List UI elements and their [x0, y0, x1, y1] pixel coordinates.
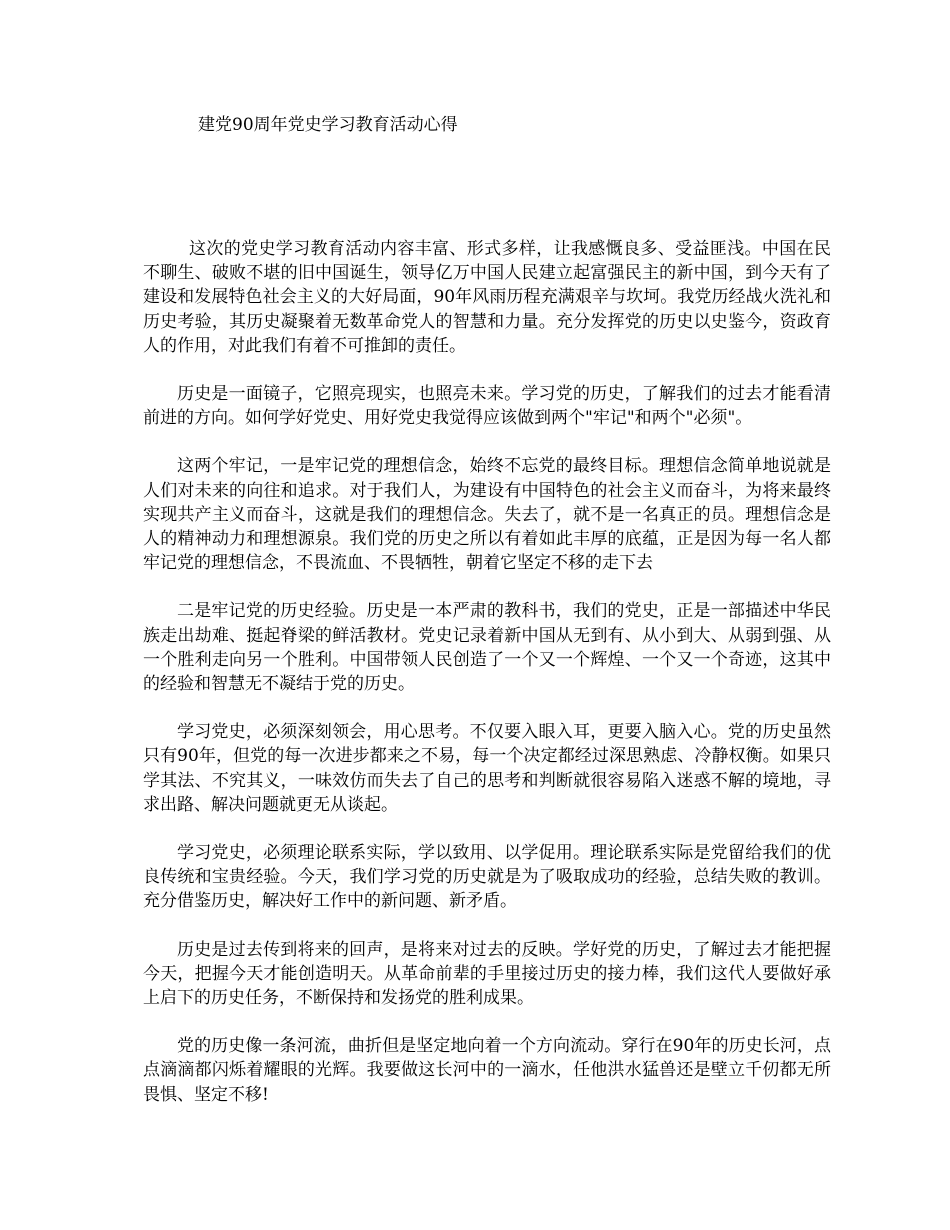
paragraph-8: 党的历史像一条河流，曲折但是坚定地向着一个方向流动。穿行在90年的历史长河，点点滴滴都闪烁着耀眼的光辉。我要做这长河中的一滴水，任他洪水猛兽还是壁立千仞都无所畏惧、坚定不移!: [143, 1036, 831, 1105]
paragraph-5: 学习党史，必须深刻领会，用心思考。不仅要入眼入耳，更要入脑入心。党的历史虽然只有90年，但党的每一次进步都来之不易，每一个决定都经过深思熟虑、冷静权衡。如果只学其法、不究其义，一味效仿而失去了自己的思考和判断就很容易陷入迷惑不解的境地，寻求出路、解决问题就更无从谈起。: [143, 722, 831, 815]
paragraph-1: 这次的党史学习教育活动内容丰富、形式多样，让我感慨良多、受益匪浅。中国在民不聊生、破败不堪的旧中国诞生，领导亿万中国人民建立起富强民主的新中国，到今天有了建设和发展特色社会主义的大好局面，90年风雨历程充满艰辛与坎坷。我党历经战火洗礼和历史考验，其历史凝聚着无数革命党人的智慧和力量。充分发挥党的历史以史鉴今，资政育人的作用，对此我们有着不可推卸的责任。: [143, 239, 831, 356]
document-body: [143, 237, 831, 1131]
paragraph-7: 历史是过去传到将来的回声，是将来对过去的反映。学好党的历史，了解过去才能把握今天，把握今天才能创造明天。从革命前辈的手里接过历史的接力棒，我们这代人要做好承上启下的历史任务，不断保持和发扬党的胜利成果。: [143, 939, 831, 1009]
paragraph-4: 二是牢记党的历史经验。历史是一本严肃的教科书，我们的党史，正是一部描述中华民族走出劫难、挺起脊梁的鲜活教材。党史记录着新中国从无到有、从小到大、从弱到强、从一个胜利走向另一个胜利。中国带领人民创造了一个又一个辉煌、一个又一个奇迹，这其中的经验和智慧无不凝结于党的历史。: [143, 601, 831, 695]
document-title: 建党90周年党史学习教育活动心得: [198, 115, 458, 135]
paragraph-6: 学习党史，必须理论联系实际，学以致用、以学促用。理论联系实际是党留给我们的优良传统和宝贵经验。今天，我们学习党的历史就是为了吸取成功的经验，总结失败的教训。充分借鉴历史，解决好工作中的新问题、新矛盾。: [143, 843, 831, 912]
paragraph-3: 这两个牢记，一是牢记党的理想信念，始终不忘党的最终目标。理想信念简单地说就是人们对未来的向往和追求。对于我们人，为建设有中国特色的社会主义而奋斗，为将来最终实现共产主义而奋斗，这就是我们的理想信念。失去了，就不是一名真正的员。理想信念是人的精神动力和理想源泉。我们党的历史之所以有着如此丰厚的底蕴，正是因为每一名人都牢记党的理想信念，不畏流血、不畏牺牲，朝着它坚定不移的走下去: [143, 456, 831, 574]
paragraph-2: 历史是一面镜子，它照亮现实，也照亮未来。学习党的历史，了解我们的过去才能看清前进的方向。如何学好党史、用好党史我觉得应该做到两个"牢记"和两个"必须"。: [143, 384, 831, 429]
